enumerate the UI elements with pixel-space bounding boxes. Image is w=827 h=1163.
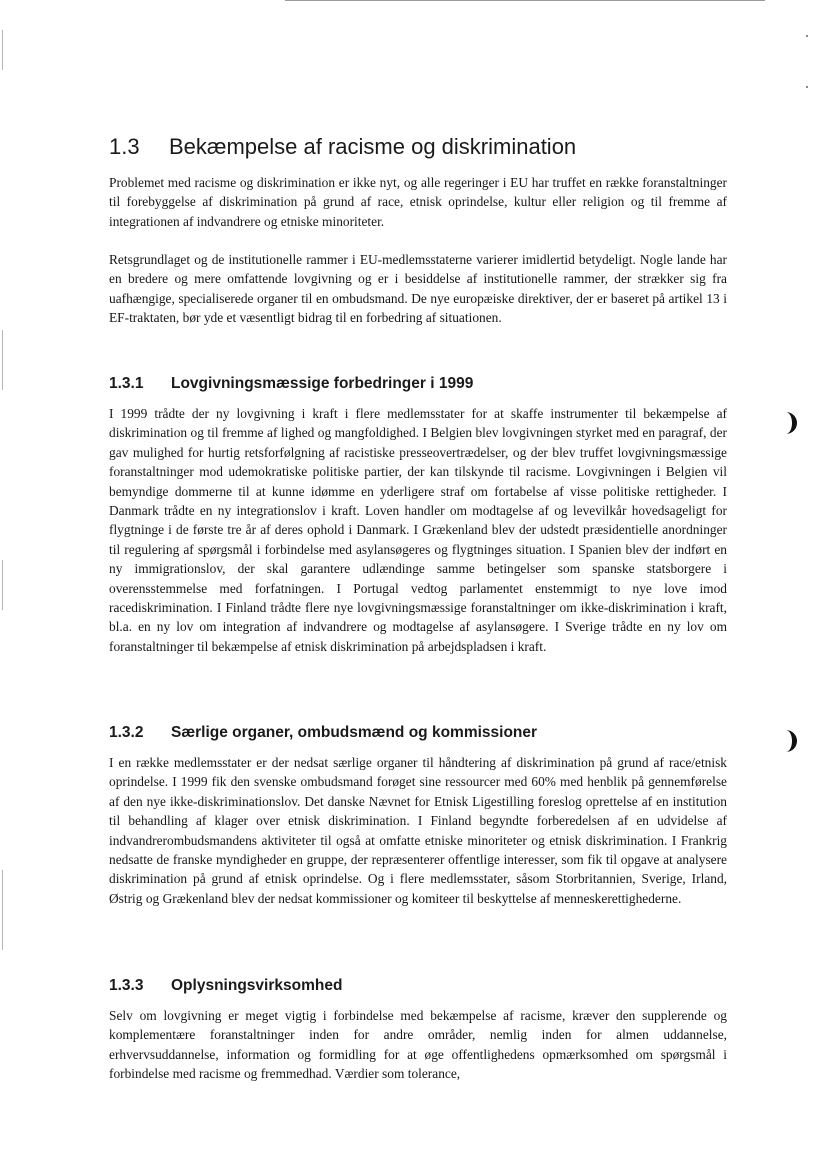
section-title: Bekæmpelse af racisme og diskrimination [169,134,577,159]
scan-speck [806,86,808,88]
subsection-heading [109,975,342,997]
subsection-title: Oplysningsvirksomhed [171,977,343,994]
intro-paragraph: Problemet med racisme og diskrimination er ikke nyt, og alle regeringer i EU har truffet en række foranstaltninger til forebyggelse af diskrimination på grund af race, etnisk oprindelse, kultur eller religion og til fremme af integrationen af indvandrere og etniske minoriteter. [109,175,727,229]
scan-speck [806,35,808,37]
subsection-paragraph: Selv om lovgivning er meget vigtig i forbindelse med bekæmpelse af racisme, kræver den supplerende og komplementære foranstaltninger inden for andre områder, nemlig inden for almen uddannelse, erhvervsuddannelse, information og formidling for at øge offentlighedens opmærksomhed om spørgsmål i forbindelse med racisme og fremmedhad. Værdier som tolerance, [109,1008,727,1082]
subsection-title: Særlige organer, ombudsmænd og kommissioner [171,724,538,741]
section-heading [109,132,576,162]
scan-edge-mark [2,30,3,70]
top-scan-rule [285,0,765,1]
subsection-heading [109,373,473,395]
subsection-paragraph: I en række medlemsstater er der nedsat særlige organer til håndtering af diskrimination på grund af race/etnisk oprindelse. I 1999 fik den svenske ombudsmand forøget sine ressourcer med 60% med henblik på gennemførelse af den nye ikke-diskriminationslov. Det danske Nævnet for Etnisk Ligestilling foreslog oprettelse af en institution til behandling af klager over etnisk diskrimination. I Finland begyndte forberedelsen af en udvidelse af indvandrerombudsmandens aktiviteter til også at omfatte etniske minoriteter og etnisk diskrimination. I Frankrig nedsatte de franske myndigheder en gruppe, der repræsenterer offentlige interesser, som fik til opgave at analysere diskrimination på grund af etnisk oprindelse. Og i flere medlemsstater, såsom Storbritannien, Sverige, Irland, Østrig og Grækenland blev der nedsat kommissioner og komiteer til beskyttelse af menneskerettighederne. [109,755,727,906]
subsection-title: Lovgivningsmæssige forbedringer i 1999 [171,375,474,392]
scan-edge-mark [2,560,3,610]
scan-edge-mark [2,330,3,390]
subsection-number: 1.3.1 [109,375,144,392]
scan-edge-mark [2,870,3,950]
subsection-heading [109,722,537,744]
subsection-number: 1.3.2 [109,724,144,741]
subsection-paragraph: I 1999 trådte der ny lovgivning i kraft i flere medlemsstater for at skaffe instrumenter til bekæmpelse af diskrimination og til fremme af lighed og mangfoldighed. I Belgien blev lovgivningen styrket med en paragraf, der gav mulighed for hurtig retsforfølgning af racistiske presseovertrædelser, og der blev truffet lovgivningsmæssige foranstaltninger mod udemokratiske politiske partier, der kan tilskynde til racisme. Lovgivningen i Belgien vil bemyndige dommerne til at kunne idømme en yderligere straf om fortabelse af visse politiske rettigheder. I Danmark trådte en ny integrationslov i kraft. Loven handler om modtagelse af og levevilkår hovedsageligt for flygtninge i de første tre år af deres ophold i Danmark. I Grækenland blev der udstedt præsidentielle anordninger til regulering af spørgsmål i forbindelse med asylansøgeres og flygtninges situation. I Spanien blev der indført en ny immigrationslov, der skal garantere udlændinge samme betingelser som spanske statsborgere i overensstemmelse med forfatningen. I Portugal vedtog parlamentet enstemmigt to nye love imod racediskrimination. I Finland trådte flere nye lovgivningsmæssige foranstaltninger om ikke-diskrimination i kraft, bl.a. en ny lov om integration af indvandrere og modtagelse af asylansøgere. I Sverige trådte en ny lov om foranstaltninger til bekæmpelse af etnisk diskrimination på arbejdspladsen i kraft. [109,406,727,654]
intro-paragraph: Retsgrundlaget og de institutionelle rammer i EU-medlemsstaterne varierer imidlertid betydeligt. Nogle lande har en bredere og mere omfattende lovgivning og er i besiddelse af institutionelle rammer, der strækker sig fra uafhængige, specialiserede organer til en ombudsmand. De nye europæiske direktiver, der er baseret på artikel 13 i EF-traktaten, bør yde et væsentligt bidrag til en forbedring af situationen. [109,252,727,326]
subsection-number: 1.3.3 [109,977,144,994]
section-number: 1.3 [109,134,140,159]
binder-hole-mark [783,412,797,434]
binder-hole-mark [783,730,797,752]
